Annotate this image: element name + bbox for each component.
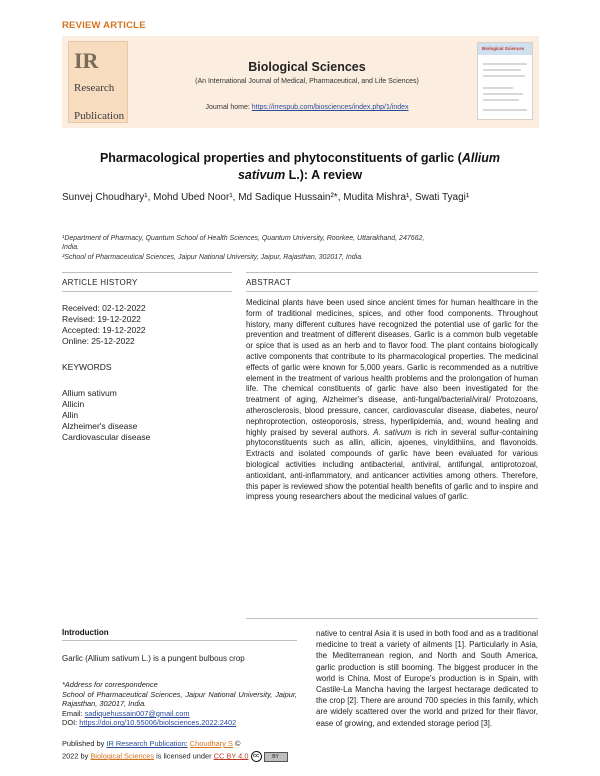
license-line [62,751,288,762]
doi-link[interactable]: https://doi.org/10.55006/biolsciences.2022.2402 [79,718,237,728]
revised-date: Revised: 19-12-2022 [62,314,141,324]
introduction-heading: Introduction [62,628,297,641]
journal-home-label: Journal home: [205,104,250,111]
journal-header [62,36,539,128]
affiliation-1: ¹Department of Pharmacy, Quantum School of Health Sciences, Quantum University, Roorkee, Uttarakhand, 247662, [62,235,425,242]
email-link[interactable]: sadiquehussain007@gmail.com [84,708,190,718]
title-text-end: L.): A review [285,168,363,182]
abstract-body [246,298,538,503]
publisher-link[interactable]: IR Research Publication: [106,739,188,748]
title-text: Pharmacological properties and phytoconstituents of garlic ( [99,151,462,165]
author-list: Sunvej Choudhary¹, Mohd Ubed Noor¹, Md Sadique Hussain²*, Mudita Mishra¹, Swati Tyagi¹ [62,192,470,203]
journal-subtitle: (An International Journal of Medical, Pharmaceutical, and Life Sciences) [195,78,419,85]
title-genus: Allium [461,151,501,165]
cover-text-line [483,75,525,77]
abstract-heading: ABSTRACT [246,272,538,292]
abstract-divider [246,618,538,619]
introduction-right-column: native to central Asia it is used in both food and as a traditional medicine to treat a variety of ailments [1]. Particularly in Asia, the Mediterranean region, and North and South America, garlic production is still booming. The biggest producer in the world is China. Most of Europe's production is in Spain, with Castile-La Mancha having the largest hectarage dedicated to the crop [2]. There are around 700 species in this family, which are widely scattered over the world and prized for their flavor, ease of growing, and extended storage period [3]. [316,629,538,728]
abstract-text-end: is rich in several sulfur-containing phytoconstituents such as allin, allicin, ajoenes, vinyldithiins, and flavonoids. Extracts and isolated compounds of garlic have been evaluated for various biological activities including antibacterial, antiviral, antifungal, antiprotozoal, antioxidant, anti-inflammatory, and anticancer activities among others. Therefore, this paper is reviewed show the potential health benefits of garlic and to inspire and impress young researchers about the medicinal values of garlic. [246,427,538,502]
paper-title [70,150,530,184]
journal-home [142,104,472,111]
license-link[interactable]: CC BY 4.0 [213,751,249,761]
keyword-item: Cardiovascular disease [62,432,151,442]
keyword-item: Alzheimer's disease [62,421,138,431]
keyword-item: Allium sativum [62,388,117,398]
doi-line [62,718,297,728]
introduction-first-line: Garlic (Allium sativum L.) is a pungent bulbous crop [62,654,245,663]
cover-text-line [483,93,523,95]
doi-label: DOI: [62,718,78,728]
article-history-heading: ARTICLE HISTORY [62,272,232,292]
abstract-species: A. sativum [373,427,412,437]
correspondence-block [62,680,297,728]
correspondence-label: *Address for correspondence [62,680,158,689]
cover-text-line [483,63,527,65]
creative-commons-icon: cc [251,751,262,762]
keyword-item: Allicin [62,399,85,409]
received-date: Received: 02-12-2022 [62,303,146,313]
email-label: Email: [62,708,83,718]
affiliation-1-cont: India. [62,244,80,251]
keywords-heading: KEYWORDS [62,362,112,372]
abstract-text: Medicinal plants have been used since ancient times for human healthcare in the form of traditional medicines, spices, and other food components. Throughout history, many different cultures have recognized the potential use of garlic for the prevention and treatment of different diseases. Garlic is a common bulb vegetable or spice that is used as an herb and to flavor food. The plant contains biologically active components that contribute to its pharmacological properties. The medicinal effects of garlic were known for 5,000 years. Garlic is recommended as a nutritive element in the treatment of various health problems and the prolongation of human life. The chemical constituents of garlic have also been investigated for the treatment of aging, Alzheimer's disease, anti-fungal/bacterial/viral/ Protozoans, atherosclerosis, blood pressure, cancer, cardiovascular disease, diabetes, neuro/ nephroprotection, osteoporosis, stress, hyperlipidemia, and, wound healing and highly praised by several authors. [246,298,538,437]
logo-word-publication: Publication [74,110,125,122]
cover-text-line [483,87,513,89]
publisher-logo [68,41,128,123]
accepted-date: Accepted: 19-12-2022 [62,325,146,335]
published-by-label: Published by [62,739,105,748]
affiliation-2: ²School of Pharmaceutical Sciences, Jaipur National University, Jaipur, Rajasthan, 302017, India. [62,254,364,261]
journal-link[interactable]: Biological Sciences [90,751,155,761]
publisher-line [62,739,240,748]
journal-home-link[interactable]: https://irrespub.com/biosciences/index.php/1/index [251,104,409,111]
title-species: sativum [237,168,286,182]
cover-title: Biological Sciences [482,46,525,51]
copyright-year: 2022 by [62,751,89,761]
copyright-symbol: © [235,739,241,748]
article-type-label: REVIEW ARTICLE [62,20,146,31]
online-date: Online: 25-12-2022 [62,336,135,346]
journal-cover-thumbnail [477,42,533,120]
correspondence-email [62,709,297,719]
correspondence-address: School of Pharmaceutical Sciences, Jaipur National University, Jaipur, Rajasthan, 302017, India. [62,689,297,709]
cover-text-line [483,69,521,71]
license-text: is licensed under [156,751,212,761]
keyword-item: Allin [62,410,79,420]
cc-by-badge-icon: BY [264,752,288,762]
cover-text-line [483,109,527,111]
logo-word-research: Research [74,82,115,94]
cover-text-line [483,99,519,101]
journal-name: Biological Sciences [248,60,366,74]
logo-initials: IR [74,48,99,73]
author-link[interactable]: Choudhary S [189,739,233,748]
